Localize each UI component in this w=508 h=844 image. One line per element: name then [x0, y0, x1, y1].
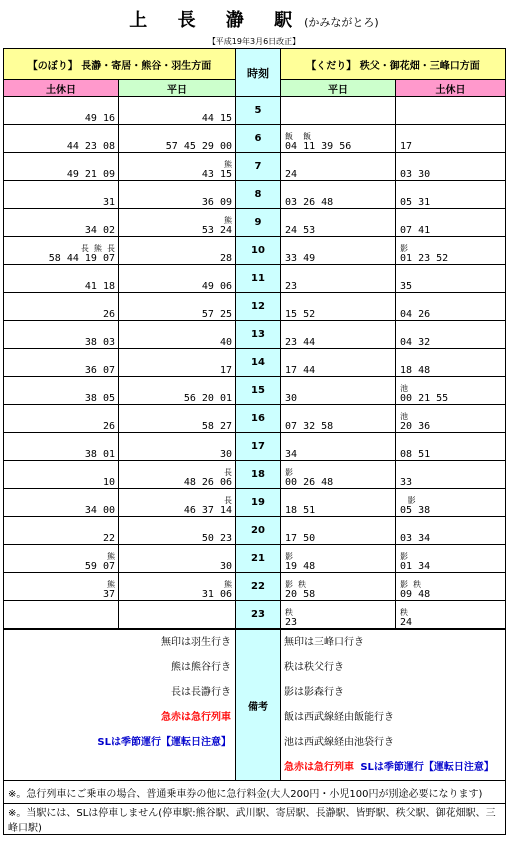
down-weekday-cell	[281, 209, 396, 237]
timetable	[3, 48, 506, 629]
departure-minutes: 20 58	[285, 589, 316, 600]
up-holiday-cell	[4, 265, 119, 293]
note-right-0: 無印は三峰口行き	[284, 637, 364, 648]
revision-date: 【平成19年3月6日改正】	[207, 37, 301, 46]
departure-minutes: 59 07	[84, 561, 115, 572]
departure-minutes: 30	[285, 393, 298, 404]
train-mark: 影	[285, 468, 294, 477]
train-mark: 熊	[107, 552, 115, 561]
departure-minutes: 23 44	[285, 337, 316, 348]
hour-row	[4, 517, 506, 545]
departure-minutes: 17 44	[285, 365, 316, 376]
departure-minutes: 58 27	[201, 421, 233, 432]
down-holiday-cell	[396, 209, 506, 237]
hour-row	[4, 265, 506, 293]
down-weekday-cell	[281, 573, 396, 601]
departure-minutes: 23	[285, 617, 298, 628]
departure-minutes: 00 26 48	[285, 477, 334, 488]
up-weekday-header: 平日	[119, 80, 236, 97]
down-weekday-cell	[281, 97, 396, 125]
note-left-3: 急赤は急行列車	[161, 712, 231, 723]
train-mark: 影	[400, 496, 416, 505]
departure-minutes: 24	[400, 617, 413, 628]
up-holiday-cell	[4, 237, 119, 265]
departure-minutes: 04 26	[400, 309, 431, 320]
down-weekday-cell	[281, 293, 396, 321]
up-weekday-cell	[119, 489, 236, 517]
train-mark: 熊	[224, 160, 233, 169]
note-left-1: 熊は熊谷行き	[171, 662, 231, 673]
down-weekday-cell	[281, 349, 396, 377]
down-weekday-cell	[281, 181, 396, 209]
departure-minutes: 04 11 39 56	[285, 141, 352, 152]
up-holiday-cell	[4, 405, 119, 433]
down-holiday-cell	[396, 321, 506, 349]
hour-cell: 18	[236, 461, 281, 489]
down-weekday-cell	[281, 601, 396, 629]
train-mark: 影 秩	[400, 580, 422, 589]
down-weekday-header: 平日	[281, 80, 396, 97]
up-holiday-cell	[4, 209, 119, 237]
departure-minutes: 03 34	[400, 533, 431, 544]
train-mark: 池	[400, 412, 409, 421]
departure-minutes: 30	[219, 561, 233, 572]
hour-cell: 19	[236, 489, 281, 517]
hour-cell: 12	[236, 293, 281, 321]
down-weekday-cell	[281, 321, 396, 349]
up-weekday-cell	[119, 265, 236, 293]
departure-minutes: 30	[219, 449, 233, 460]
departure-minutes: 38 01	[84, 449, 115, 460]
departure-minutes: 28	[219, 253, 233, 264]
departure-minutes: 05 38	[400, 505, 431, 516]
up-holiday-cell	[4, 545, 119, 573]
hour-cell: 17	[236, 433, 281, 461]
up-weekday-cell	[119, 349, 236, 377]
departure-minutes: 37	[102, 589, 115, 600]
departure-minutes: 22	[102, 533, 115, 544]
down-weekday-cell	[281, 237, 396, 265]
departure-minutes: 40	[219, 337, 233, 348]
hour-row	[4, 545, 506, 573]
departure-minutes: 31 06	[201, 589, 233, 600]
up-weekday-cell	[119, 461, 236, 489]
departure-minutes: 24 53	[285, 225, 316, 236]
up-holiday-cell	[4, 601, 119, 629]
notes-table	[3, 629, 506, 835]
note-right-1: 秩は秩父行き	[284, 662, 344, 673]
note-right-express: 急赤は急行列車	[284, 762, 354, 773]
departure-minutes: 10	[102, 477, 115, 488]
up-holiday-cell	[4, 349, 119, 377]
hour-row	[4, 489, 506, 517]
hour-row	[4, 321, 506, 349]
departure-minutes: 49 21 09	[66, 169, 115, 180]
timetable-rows	[4, 97, 506, 629]
departure-minutes: 53 24	[201, 225, 233, 236]
down-weekday-cell	[281, 489, 396, 517]
direction-down-header: 【くだり】 秩父・御花畑・三峰口方面	[281, 49, 506, 80]
departure-minutes: 01 34	[400, 561, 431, 572]
departure-minutes: 17	[219, 365, 233, 376]
hour-header: 時刻	[236, 49, 281, 97]
hour-row	[4, 601, 506, 629]
departure-minutes: 18 51	[285, 505, 316, 516]
departure-minutes: 34 00	[84, 505, 115, 516]
hour-row	[4, 433, 506, 461]
hour-row	[4, 125, 506, 153]
departure-minutes: 35	[400, 281, 413, 292]
hour-cell: 14	[236, 349, 281, 377]
up-holiday-cell	[4, 489, 119, 517]
down-weekday-cell	[281, 433, 396, 461]
departure-minutes: 23	[285, 281, 298, 292]
departure-minutes: 26	[102, 309, 115, 320]
departure-minutes: 04 32	[400, 337, 431, 348]
hour-cell: 20	[236, 517, 281, 545]
hour-cell: 13	[236, 321, 281, 349]
up-weekday-cell	[119, 573, 236, 601]
departure-minutes: 26	[102, 421, 115, 432]
departure-minutes: 57 25	[201, 309, 233, 320]
up-weekday-cell	[119, 517, 236, 545]
departure-minutes: 05 31	[400, 197, 431, 208]
down-holiday-cell	[396, 293, 506, 321]
hour-row	[4, 97, 506, 125]
departure-minutes: 17	[400, 141, 413, 152]
station-name: 上 長 瀞 駅	[129, 10, 305, 31]
departure-minutes: 58 44 19 07	[48, 253, 115, 264]
up-weekday-cell	[119, 321, 236, 349]
departure-minutes: 38 03	[84, 337, 115, 348]
note-right-5	[284, 755, 505, 780]
departure-minutes: 01 23 52	[400, 253, 449, 264]
down-holiday-cell	[396, 125, 506, 153]
departure-minutes: 44 15	[201, 113, 233, 124]
notes-left	[4, 630, 236, 781]
note-left-0: 無印は羽生行き	[161, 637, 231, 648]
down-holiday-cell	[396, 545, 506, 573]
up-holiday-cell	[4, 125, 119, 153]
up-weekday-cell	[119, 153, 236, 181]
down-holiday-cell	[396, 517, 506, 545]
departure-minutes: 33 49	[285, 253, 316, 264]
train-mark: 熊	[224, 216, 233, 225]
train-mark: 影 秩	[285, 580, 307, 589]
departure-minutes: 33	[400, 477, 413, 488]
hour-cell: 22	[236, 573, 281, 601]
up-holiday-cell	[4, 573, 119, 601]
down-weekday-cell	[281, 265, 396, 293]
departure-minutes: 44 23 08	[66, 141, 115, 152]
up-weekday-cell	[119, 181, 236, 209]
up-weekday-cell	[119, 433, 236, 461]
down-holiday-cell	[396, 461, 506, 489]
train-mark: 秩	[400, 608, 409, 617]
train-mark: 飯 飯	[285, 132, 312, 141]
note-right-4: 池は西武線経由池袋行き	[284, 737, 394, 748]
departure-minutes: 41 18	[84, 281, 115, 292]
hour-row	[4, 293, 506, 321]
hour-row	[4, 237, 506, 265]
up-weekday-cell	[119, 405, 236, 433]
up-weekday-cell	[119, 293, 236, 321]
departure-minutes: 48 26 06	[183, 477, 233, 488]
departure-minutes: 43 15	[201, 169, 233, 180]
train-mark: 長 熊 長	[80, 244, 115, 253]
footnote-sl: ※。当駅には、SLは停車しません(停車駅:熊谷駅、武川駅、寄居駅、長瀞駅、皆野駅、秩父駅、御花畑駅、三峰口駅)	[4, 804, 506, 835]
down-holiday-cell	[396, 601, 506, 629]
hour-row	[4, 153, 506, 181]
departure-minutes: 36 07	[84, 365, 115, 376]
hour-row	[4, 377, 506, 405]
train-mark: 長	[224, 468, 233, 477]
down-holiday-cell	[396, 265, 506, 293]
departure-minutes: 49 06	[201, 281, 233, 292]
departure-minutes: 03 30	[400, 169, 431, 180]
down-holiday-cell	[396, 405, 506, 433]
departure-minutes: 57 45 29 00	[165, 141, 233, 152]
hour-cell: 8	[236, 181, 281, 209]
hour-cell: 5	[236, 97, 281, 125]
down-weekday-cell	[281, 405, 396, 433]
down-holiday-cell	[396, 377, 506, 405]
train-mark: 秩	[285, 608, 294, 617]
hour-cell: 23	[236, 601, 281, 629]
hour-cell: 7	[236, 153, 281, 181]
train-mark: 熊	[107, 580, 115, 589]
departure-minutes: 31	[102, 197, 115, 208]
note-right-sl: SLは季節運行【運転日注意】	[360, 762, 494, 773]
up-weekday-cell	[119, 237, 236, 265]
departure-minutes: 15 52	[285, 309, 316, 320]
hour-row	[4, 405, 506, 433]
train-mark: 池	[400, 384, 409, 393]
up-holiday-cell	[4, 97, 119, 125]
down-holiday-cell	[396, 349, 506, 377]
note-left-4: SLは季節運行【運転日注意】	[97, 737, 231, 748]
up-weekday-cell	[119, 97, 236, 125]
up-holiday-cell	[4, 461, 119, 489]
note-left-2: 長は長瀞行き	[171, 687, 231, 698]
departure-minutes: 46 37 14	[183, 505, 233, 516]
up-holiday-cell	[4, 153, 119, 181]
up-weekday-cell	[119, 601, 236, 629]
up-holiday-header: 土休日	[4, 80, 119, 97]
departure-minutes: 50 23	[201, 533, 233, 544]
page-title	[0, 6, 508, 31]
down-holiday-cell	[396, 573, 506, 601]
up-weekday-cell	[119, 209, 236, 237]
train-mark: 影	[400, 552, 409, 561]
departure-minutes: 00 21 55	[400, 393, 449, 404]
up-weekday-cell	[119, 377, 236, 405]
train-mark: 長	[224, 496, 233, 505]
hour-row	[4, 349, 506, 377]
down-holiday-cell	[396, 97, 506, 125]
down-weekday-cell	[281, 377, 396, 405]
hour-cell: 16	[236, 405, 281, 433]
departure-minutes: 56 20 01	[183, 393, 233, 404]
departure-minutes: 24	[285, 169, 298, 180]
hour-row	[4, 209, 506, 237]
up-holiday-cell	[4, 517, 119, 545]
departure-minutes: 36 09	[201, 197, 233, 208]
down-holiday-header: 土休日	[396, 80, 506, 97]
notes-right	[281, 630, 506, 781]
departure-minutes: 07 32 58	[285, 421, 334, 432]
hour-cell: 9	[236, 209, 281, 237]
note-right-2: 影は影森行き	[284, 687, 344, 698]
up-holiday-cell	[4, 377, 119, 405]
down-weekday-cell	[281, 545, 396, 573]
departure-minutes: 17 50	[285, 533, 316, 544]
down-holiday-cell	[396, 237, 506, 265]
hour-row	[4, 181, 506, 209]
departure-minutes: 03 26 48	[285, 197, 334, 208]
remarks-header: 備考	[236, 630, 281, 781]
hour-cell: 6	[236, 125, 281, 153]
departure-minutes: 38 05	[84, 393, 115, 404]
down-weekday-cell	[281, 461, 396, 489]
direction-up-header: 【のぼり】 長瀞・寄居・熊谷・羽生方面	[4, 49, 236, 80]
departure-minutes: 34	[285, 449, 298, 460]
train-mark: 影	[400, 244, 409, 253]
departure-minutes: 08 51	[400, 449, 431, 460]
down-weekday-cell	[281, 125, 396, 153]
departure-minutes: 19 48	[285, 561, 316, 572]
hour-cell: 21	[236, 545, 281, 573]
down-holiday-cell	[396, 489, 506, 517]
train-mark: 影	[285, 552, 294, 561]
hour-cell: 11	[236, 265, 281, 293]
footnote-express: ※。急行列車にご乗車の場合、普通乗車券の他に急行料金(大人200円・小児100円が別途必要になります)	[4, 781, 506, 804]
up-holiday-cell	[4, 433, 119, 461]
down-holiday-cell	[396, 181, 506, 209]
up-holiday-cell	[4, 321, 119, 349]
hour-cell: 15	[236, 377, 281, 405]
departure-minutes: 20 36	[400, 421, 431, 432]
departure-minutes: 18 48	[400, 365, 431, 376]
departure-minutes: 07 41	[400, 225, 431, 236]
down-weekday-cell	[281, 517, 396, 545]
up-holiday-cell	[4, 181, 119, 209]
down-weekday-cell	[281, 153, 396, 181]
train-mark: 熊	[224, 580, 233, 589]
up-holiday-cell	[4, 293, 119, 321]
hour-cell: 10	[236, 237, 281, 265]
down-holiday-cell	[396, 433, 506, 461]
down-holiday-cell	[396, 153, 506, 181]
departure-minutes: 49 16	[84, 113, 115, 124]
up-weekday-cell	[119, 125, 236, 153]
station-kana: (かみながとろ)	[304, 16, 379, 29]
note-right-3: 飯は西武線経由飯能行き	[284, 712, 394, 723]
hour-row	[4, 573, 506, 601]
up-weekday-cell	[119, 545, 236, 573]
departure-minutes: 09 48	[400, 589, 431, 600]
hour-row	[4, 461, 506, 489]
departure-minutes: 34 02	[84, 225, 115, 236]
